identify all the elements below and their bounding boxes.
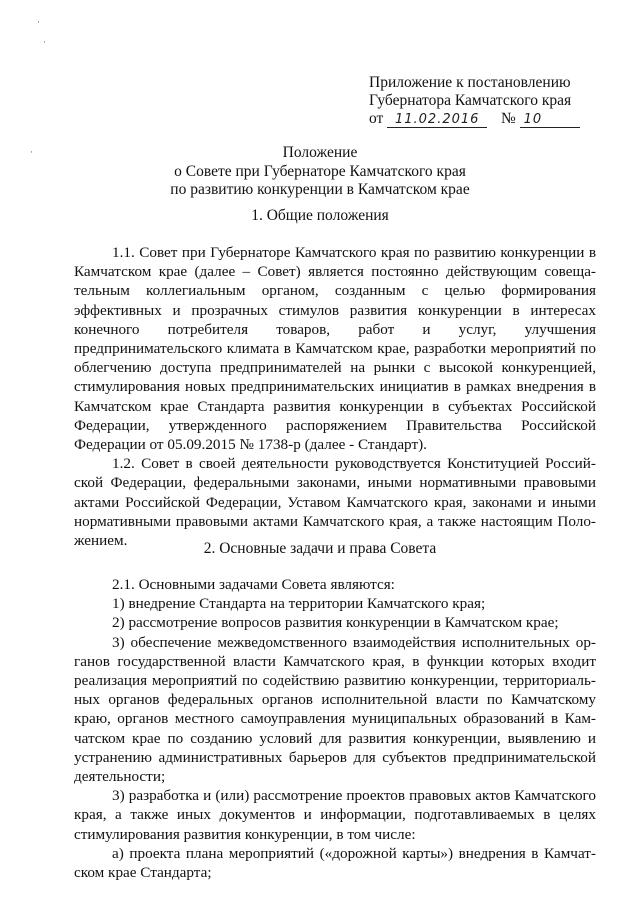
section-2-body [74,575,596,882]
paragraph-line: а) проекта плана мероприятий («дорожной карты») внедрения в Камчат- [112,844,596,862]
number-prefix: № [500,110,516,127]
paragraph-line: конечного потребителя товаров, работ и услуг, улучшения [74,320,596,338]
attachment-header [369,74,609,128]
attachment-line-2: Губернатора Камчатского края [369,92,572,109]
paragraph-line: ском крае Стандарта; [74,864,212,882]
paragraph-line: 2.1. Основными задачами Совета являются: [112,576,395,593]
document-title [60,144,580,200]
paragraph-line: стимулирования развития конкуренции, в том числе: [74,825,416,843]
paragraph-line: 2) рассмотрение вопросов развития конкуренции в Камчатском крае; [112,614,559,632]
scan-speck: · [43,37,46,47]
date-prefix: от [369,110,384,127]
paragraph-line: 1) внедрение Стандарта на территории Камчатского края; [112,595,486,613]
paragraph-line: Камчатском крае Стандарта развития конкуренции в субъектах Российской [74,397,596,415]
paragraph-line: нормативными правовыми актами Камчатского края, а также настоящим Поло- [74,512,596,530]
paragraph-line: 3) разработка и (или) рассмотрение проектов правовых актов Камчатского [112,787,596,805]
scan-speck: · [30,147,33,157]
paragraph-line: краю, органов местного самоуправления муниципальных образований в Кам- [74,710,596,728]
paragraph-line: ской Федерации, федеральными законами, иными нормативными правовыми [74,474,596,492]
paragraph-line: чатском крае по созданию условий для развития конкуренции, выявлению и [74,729,596,747]
paragraph-line: 1.2. Совет в своей деятельности руководствуется Конституцией Россий- [112,455,596,473]
paragraph-line: предпринимательского климата в Камчатском крае, разработки мероприятий по [74,340,596,358]
paragraph-line: ганов государственной власти Камчатского края, в функции которых входит [74,652,596,670]
paragraph-line: эффективных и прозрачных стимулов развития конкуренции в интересах [74,301,596,319]
title-line-1: Положение [282,144,358,161]
paragraph-line: Камчатском крае (далее – Совет) является постоянно действующим совеща- [74,263,596,281]
paragraph-line: жением. [74,532,128,550]
paragraph-line: реализация мероприятий по содействию развитию конкуренции, территориаль- [74,672,596,690]
attachment-line-1: Приложение к постановлению [369,74,571,91]
paragraph-line: края, а также иных документов и информации, подготавливаемых в целях [74,806,596,824]
number-field [520,112,580,128]
paragraph-line: 1.1. Совет при Губернаторе Камчатского края по развитию конкуренции в [112,244,596,261]
paragraph-line: 3) обеспечение межведомственного взаимодействия исполнительных ор- [112,633,596,651]
paragraph-line: деятельности; [74,768,166,786]
paragraph-line: тельным коллегиальным органом, созданным с целью формирования [74,282,596,300]
date-value: 11.02.2016 [394,112,480,127]
paragraph-line: актами Российской Федерации, Уставом Камчатского края, законами и иными [74,493,596,511]
paragraph-line: облегчению доступа предпринимателей на рынки с высокой конкуренцией, [74,359,596,377]
paragraph-line: Федерации, утвержденного распоряжением Правительства Российской [74,416,596,434]
date-field [387,112,487,128]
paragraph-line: стимулирования новых предпринимательских инициатив в рамках внедрения в [74,378,596,396]
section-2-heading: 2. Основные задачи и права Совета [203,540,437,557]
section-1-heading: 1. Общие положения [251,207,389,224]
paragraph-line: Федерации от 05.09.2015 № 1738-р (далее - Стандарт). [74,436,427,454]
scan-speck: · [37,17,40,27]
attachment-date-line [369,110,609,128]
number-value: 10 [523,112,543,127]
section-1-body [74,243,596,550]
paragraph-line: ных органов федеральных органов исполнительной власти по Камчатскому [74,691,596,709]
title-line-3: по развитию конкуренции в Камчатском крае [170,181,470,198]
paragraph-line: устранению административных барьеров для субъектов предпринимательской [74,748,596,766]
title-line-2: о Совете при Губернаторе Камчатского края [174,162,466,180]
